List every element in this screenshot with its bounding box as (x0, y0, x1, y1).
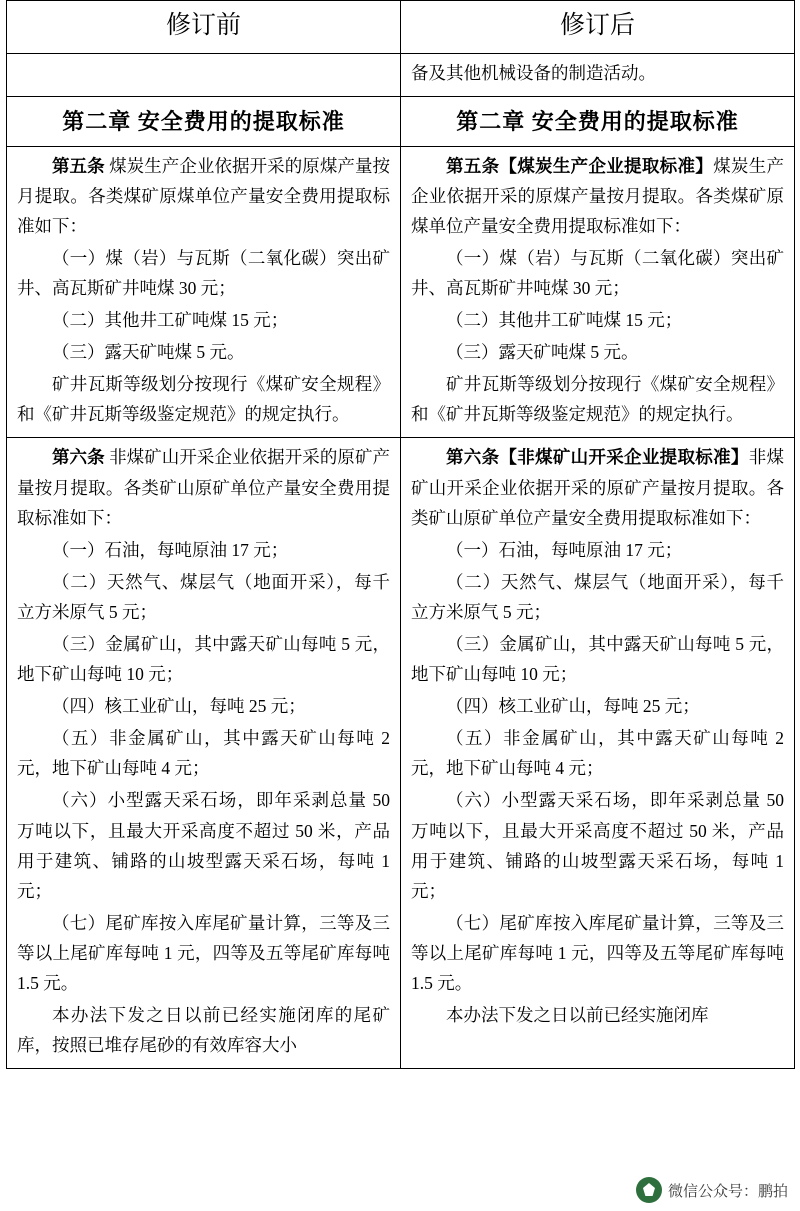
paragraph-text: 非煤矿山开采企业依据开采的原矿产量按月提取。各类矿山原矿单位产量安全费用提取标准如下： (411, 447, 785, 528)
paragraph: （一）煤（岩）与瓦斯（二氧化碳）突出矿井、高瓦斯矿井吨煤 30 元； (17, 247, 390, 298)
article-label: 第六条 (52, 447, 105, 468)
paragraph: （七）尾矿库按入库尾矿量计算，三等及三等以上尾矿库每吨 1 元，四等及五等尾矿库每吨 1.5 元。 (17, 912, 390, 994)
empty-cell-before (7, 53, 401, 96)
paragraph: （二）天然气、煤层气（地面开采），每千立方米原气 5 元； (17, 571, 390, 622)
paragraph: （三）露天矿吨煤 5 元。 (52, 342, 245, 363)
paragraph: 矿井瓦斯等级划分按现行《煤矿安全规程》和《矿井瓦斯等级鉴定规范》的规定执行。 (17, 374, 390, 425)
paragraph-text: 煤炭生产企业依据开采的原煤产量按月提取。各类煤矿原煤单位产量安全费用提取标准如下： (411, 155, 785, 236)
paragraph: （四）核工业矿山，每吨 25 元； (52, 696, 306, 717)
paragraph: （六）小型露天采石场，即年采剥总量 50 万吨以下，且最大开采高度不超过 50 米，产品用于建筑、铺路的山坡型露天采石场，每吨 1 元； (17, 790, 390, 901)
paragraph: （三）金属矿山，其中露天矿山每吨 5 元，地下矿山每吨 10 元； (17, 634, 390, 685)
article-6-before (7, 438, 401, 1069)
wechat-logo-icon (636, 1177, 662, 1203)
paragraph (411, 151, 784, 241)
article-6-after (401, 438, 795, 1069)
table-header-row (7, 1, 795, 54)
paragraph: （一）石油，每吨原油 17 元； (52, 539, 289, 560)
paragraph: （三）金属矿山，其中露天矿山每吨 5 元，地下矿山每吨 10 元； (411, 634, 784, 685)
paragraph: 本办法下发之日以前已经实施闭库 (446, 1005, 709, 1026)
watermark (636, 1177, 788, 1203)
column-header-after: 修订后 (401, 1, 795, 54)
continuation-row (7, 53, 795, 96)
paragraph-text: 非煤矿山开采企业依据开采的原矿产量按月提取。各类矿山原矿单位产量安全费用提取标准如下： (17, 447, 391, 528)
paragraph (17, 442, 390, 532)
paragraph: （一）石油，每吨原油 17 元； (446, 539, 683, 560)
article-label: 第五条 (52, 155, 105, 176)
chapter-title-before: 第二章 安全费用的提取标准 (7, 96, 401, 146)
paragraph: （五）非金属矿山，其中露天矿山每吨 2 元，地下矿山每吨 4 元； (411, 728, 784, 779)
article-label: 第六条【非煤矿山开采企业提取标准】 (446, 447, 749, 468)
table-row-article-5 (7, 146, 795, 438)
chapter-title-row (7, 96, 795, 146)
table-row-article-6 (7, 438, 795, 1069)
paragraph: （五）非金属矿山，其中露天矿山每吨 2 元，地下矿山每吨 4 元； (17, 728, 390, 779)
paragraph: （二）其他井工矿吨煤 15 元； (446, 310, 683, 331)
article-label: 第五条【煤炭生产企业提取标准】 (446, 155, 714, 176)
continuation-fragment-after (401, 53, 795, 96)
chapter-title-after: 第二章 安全费用的提取标准 (401, 96, 795, 146)
watermark-label: 微信公众号：鹏拍 (667, 1182, 788, 1200)
paragraph: （七）尾矿库按入库尾矿量计算，三等及三等以上尾矿库每吨 1 元，四等及五等尾矿库每吨 1.5 元。 (411, 912, 784, 994)
paragraph: （四）核工业矿山，每吨 25 元； (446, 696, 700, 717)
paragraph: （二）天然气、煤层气（地面开采），每千立方米原气 5 元； (411, 571, 784, 622)
paragraph: （三）露天矿吨煤 5 元。 (446, 342, 639, 363)
column-header-before: 修订前 (7, 1, 401, 54)
paragraph: （一）煤（岩）与瓦斯（二氧化碳）突出矿井、高瓦斯矿井吨煤 30 元； (411, 247, 784, 298)
paragraph: 矿井瓦斯等级划分按现行《煤矿安全规程》和《矿井瓦斯等级鉴定规范》的规定执行。 (411, 374, 784, 425)
paragraph-text: 煤炭生产企业依据开采的原煤产量按月提取。各类煤矿原煤单位产量安全费用提取标准如下： (17, 155, 391, 236)
paragraph: 本办法下发之日以前已经实施闭库的尾矿库，按照已堆存尾砂的有效库容大小 (17, 1005, 390, 1056)
article-5-after (401, 146, 795, 438)
article-5-before (7, 146, 401, 438)
paragraph: （六）小型露天采石场，即年采剥总量 50 万吨以下，且最大开采高度不超过 50 米，产品用于建筑、铺路的山坡型露天采石场，每吨 1 元； (411, 790, 784, 901)
paragraph (411, 442, 784, 532)
revision-comparison-table (6, 0, 795, 1069)
paragraph (17, 151, 390, 241)
paragraph: （二）其他井工矿吨煤 15 元； (52, 310, 289, 331)
fragment-text: 备及其他机械设备的制造活动。 (411, 62, 656, 83)
